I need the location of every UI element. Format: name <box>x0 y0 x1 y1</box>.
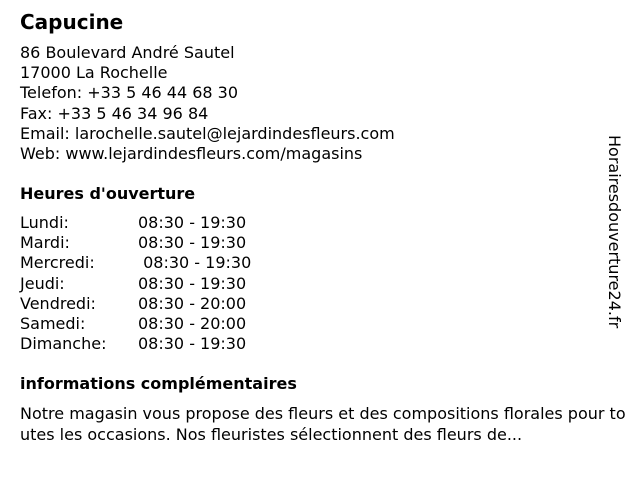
time-range: 08:30 - 19:30 <box>138 213 247 232</box>
fax-number: Fax: +33 5 46 34 96 84 <box>20 103 209 123</box>
store-name: Capucine <box>20 10 124 34</box>
time-range: 08:30 - 19:30 <box>138 233 247 253</box>
day-label: Lundi: <box>20 213 69 232</box>
hours-row-friday <box>20 294 251 314</box>
hours-row-saturday <box>20 314 251 334</box>
address-line-2: 17000 La Rochelle <box>20 63 168 83</box>
email-address: Email: larochelle.sautel@lejardindesfleurs.com <box>20 123 395 143</box>
time-range: 08:30 - 19:30 <box>138 273 247 293</box>
time-range: 08:30 - 20:00 <box>138 314 247 334</box>
hours-row-wednesday <box>20 253 251 273</box>
website-url: Web: www.lejardindesfleurs.com/magasins <box>20 144 363 164</box>
time-range: 08:30 - 19:30 <box>138 253 252 273</box>
store-description: Notre magasin vous propose des fleurs et des compositions florales pour toutes les occasions. Nos fleuristes sélectionnent des fleurs de... <box>20 404 626 444</box>
address-line-1: 86 Boulevard André Sautel <box>20 43 235 62</box>
hours-heading: Heures d'ouverture <box>20 184 196 203</box>
day-label: Dimanche: <box>20 334 107 354</box>
time-range: 08:30 - 20:00 <box>138 293 247 313</box>
hours-row-sunday <box>20 334 251 354</box>
info-heading: informations complémentaires <box>20 374 297 393</box>
day-label: Mardi: <box>20 233 70 253</box>
contact-block <box>20 43 395 164</box>
day-label: Vendredi: <box>20 293 96 313</box>
hours-row-monday <box>20 213 251 233</box>
phone-number: Telefon: +33 5 46 44 68 30 <box>20 83 239 103</box>
day-label: Mercredi: <box>20 253 95 273</box>
time-range: 08:30 - 19:30 <box>138 334 247 354</box>
day-label: Jeudi: <box>20 273 65 293</box>
brand-watermark: Horairesdouverture24.fr <box>605 135 624 329</box>
hours-table <box>20 213 251 354</box>
hours-row-tuesday <box>20 233 251 253</box>
day-label: Samedi: <box>20 314 86 334</box>
hours-row-thursday <box>20 274 251 294</box>
